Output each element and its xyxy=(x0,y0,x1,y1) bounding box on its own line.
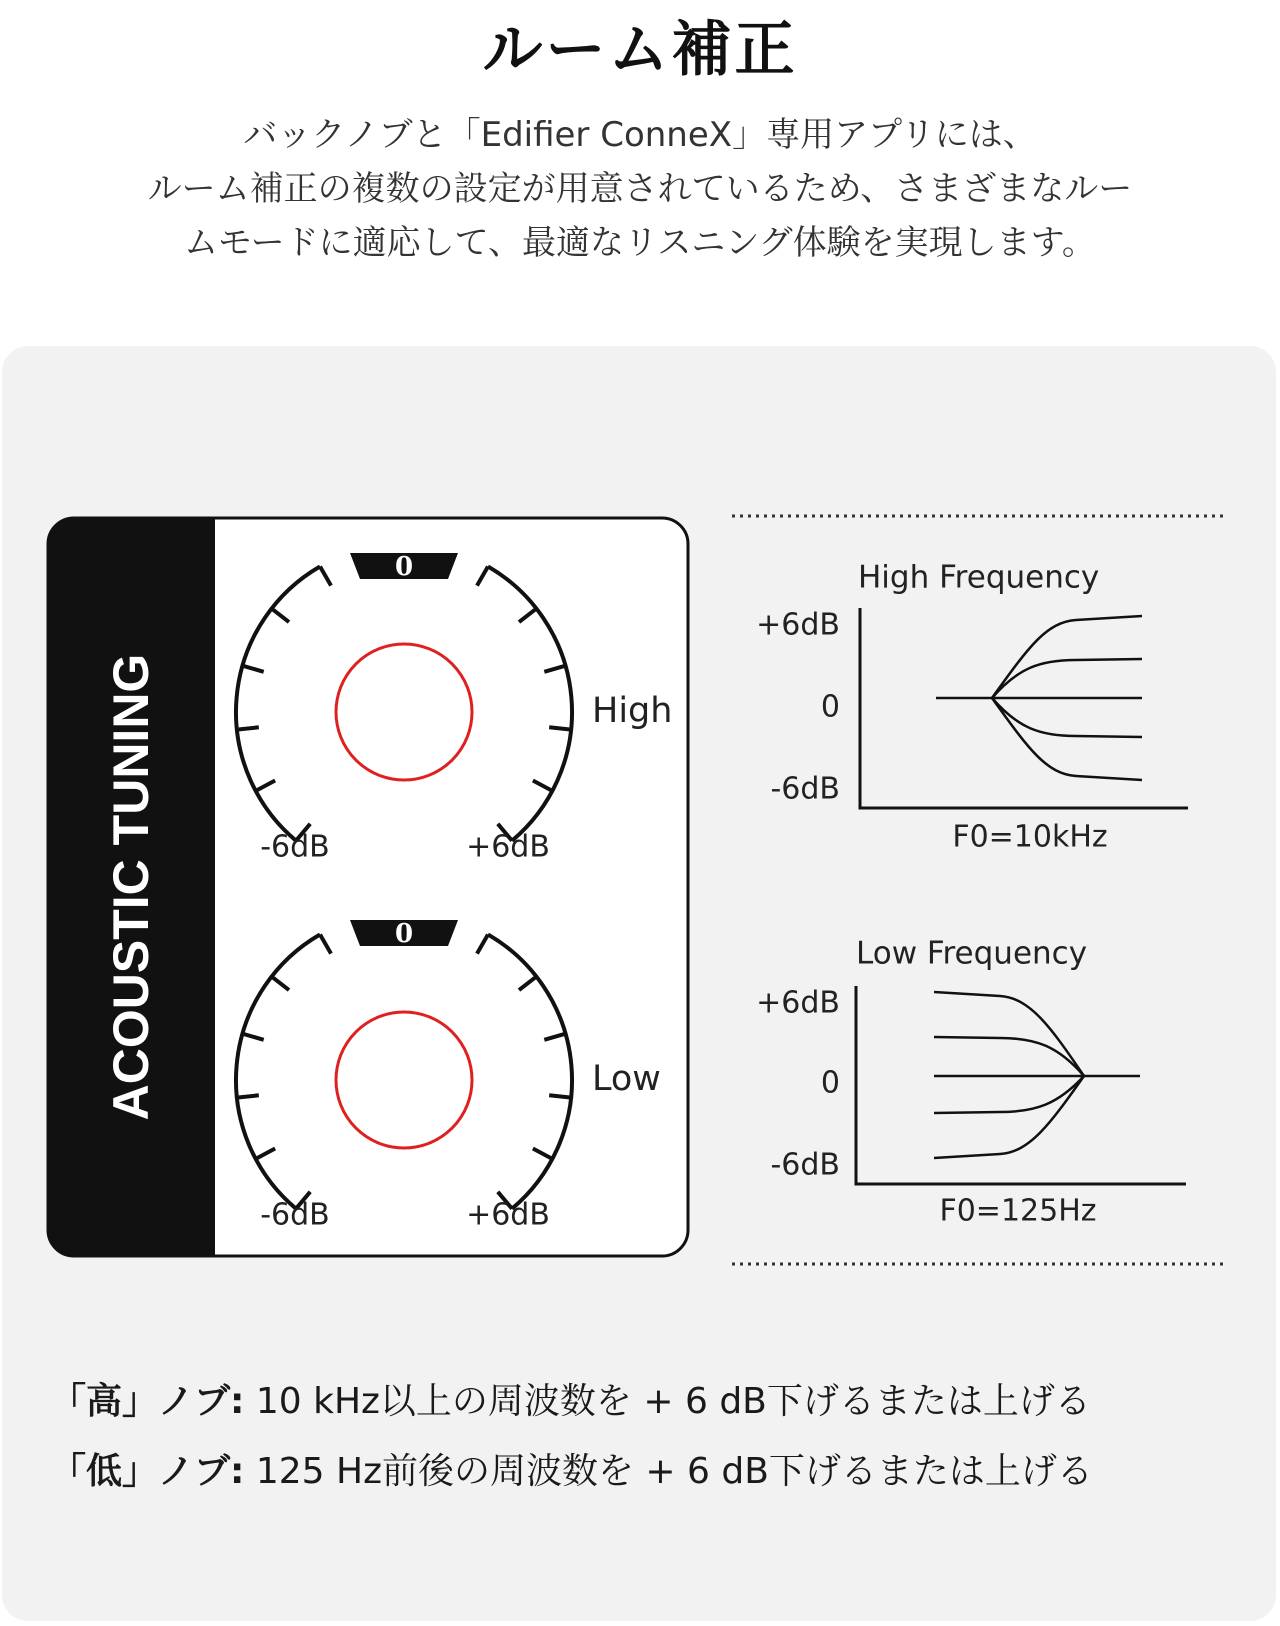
knob-min-label: -6dB xyxy=(260,829,330,865)
graph-curve xyxy=(992,659,1142,698)
knob-scale-tick xyxy=(237,727,259,729)
low-knob-description xyxy=(50,1443,1250,1494)
high-knob-description xyxy=(50,1373,1250,1424)
intro-line: バックノブと「Edifier ConneX」専用アプリには、 xyxy=(243,115,1037,155)
graph-axes xyxy=(856,986,1186,1184)
description-label: 「低」ノブ: xyxy=(50,1451,245,1492)
graph-title: Low Frequency xyxy=(856,935,1088,972)
description-text: 10 kHz以上の周波数を + 6 dB下げるまたは上げる xyxy=(244,1381,1091,1422)
description-text: 125 Hz前後の周波数を + 6 dB下げるまたは上げる xyxy=(244,1451,1093,1492)
graph-x-label: F0=125Hz xyxy=(939,1193,1097,1229)
knob-max-label: +6dB xyxy=(466,1197,550,1233)
knob-name-low: Low xyxy=(592,1059,661,1099)
description-label: 「高」ノブ: xyxy=(50,1381,245,1422)
knob-value-label: 0 xyxy=(394,919,414,949)
knob-scale-tick xyxy=(549,1095,571,1097)
page-title: ルーム補正 xyxy=(482,15,798,85)
graph-curve xyxy=(992,616,1142,698)
graph-x-label: F0=10kHz xyxy=(952,819,1108,855)
high-frequency-graph xyxy=(756,560,1188,855)
graph-y-label-top: +6dB xyxy=(756,985,840,1021)
graph-y-label-mid: 0 xyxy=(820,689,840,725)
tuning-side-label: ACOUSTIC TUNING xyxy=(103,653,160,1121)
graph-curve xyxy=(992,698,1142,780)
graph-y-label-bottom: -6dB xyxy=(770,771,840,807)
graph-axes xyxy=(860,608,1188,808)
graph-y-label-mid: 0 xyxy=(820,1065,840,1101)
knob-max-label: +6dB xyxy=(466,829,550,865)
knob-value-label: 0 xyxy=(394,552,414,582)
graph-curve xyxy=(934,1076,1084,1158)
knob-name-high: High xyxy=(592,691,673,731)
intro-line: ムモードに適応して、最適なリスニング体験を実現します。 xyxy=(184,223,1096,263)
intro-line: ルーム補正の複数の設定が用意されているため、さまざまなルー xyxy=(147,169,1133,209)
low-frequency-graph xyxy=(756,936,1186,1229)
graph-y-label-top: +6dB xyxy=(756,607,840,643)
knob-scale-tick xyxy=(549,727,571,729)
knob-min-label: -6dB xyxy=(260,1197,330,1233)
graph-curve xyxy=(992,698,1142,737)
knob-scale-tick xyxy=(237,1095,259,1097)
graph-curve xyxy=(934,992,1084,1076)
graph-title: High Frequency xyxy=(858,559,1100,596)
graph-y-label-bottom: -6dB xyxy=(770,1147,840,1183)
